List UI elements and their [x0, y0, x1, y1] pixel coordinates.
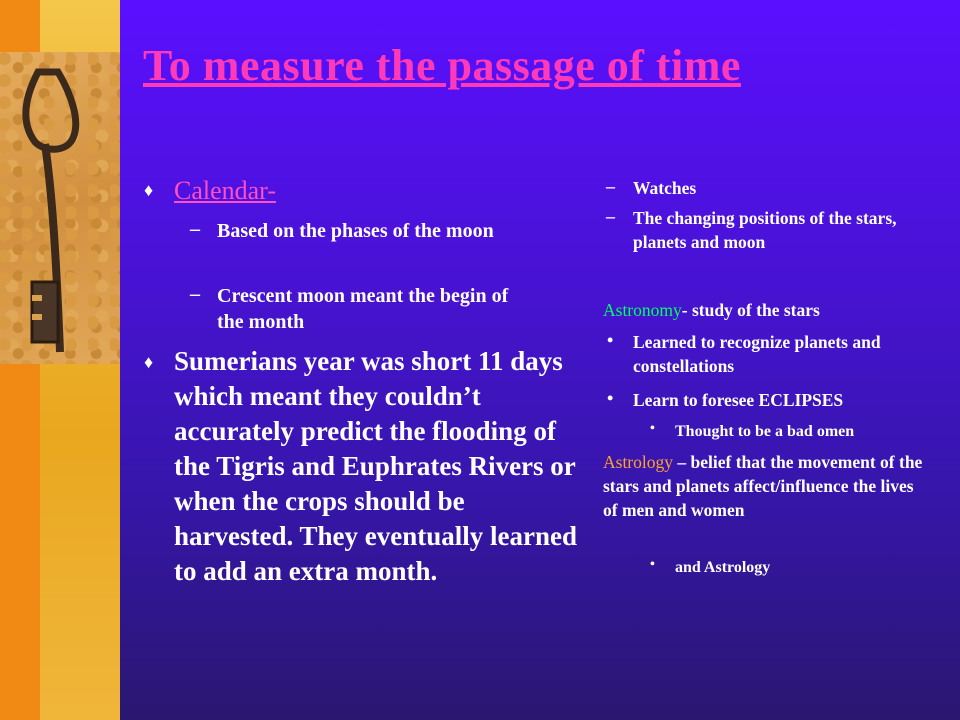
bullet-icon: •: [650, 421, 655, 436]
bullet-icon: •: [607, 330, 614, 350]
key-image: [0, 52, 120, 364]
astronomy-definition: - study of the stars: [681, 300, 820, 320]
bullet-icon: •: [607, 388, 614, 408]
astronomy-bullet-1: Learned to recognize planets and constellations: [633, 332, 881, 376]
astronomy-term: Astronomy: [603, 300, 682, 320]
astrology-definition: – belief that the movement of the stars and planets affect/influence the lives of men and women: [603, 452, 923, 520]
sumerians-text: Sumerians year was short 11 days which meant they couldn’t accurately predict the flooding of the Tigris and Euphrates Rivers or when the crops should be harvested. They eventually learned to add an extra month.: [174, 346, 577, 586]
page-title: To measure the passage of time: [143, 41, 741, 90]
dash-icon: –: [190, 283, 200, 305]
astrology-term: Astrology: [603, 452, 673, 472]
bullet-icon: •: [650, 557, 655, 572]
astronomy-bullet-2: Learn to foresee ECLIPSES: [633, 390, 844, 410]
calendar-item-1: Based on the phases of the moon: [217, 220, 494, 242]
astronomy-sub-bullet: Thought to be a bad omen: [675, 423, 855, 440]
dash-icon: –: [606, 206, 615, 226]
astrology-paragraph: [603, 450, 923, 522]
dash-icon: –: [606, 176, 615, 196]
astrology-sub-bullet: and Astrology: [675, 559, 771, 576]
watches-item: Watches: [633, 178, 697, 198]
diamond-bullet-icon: ♦: [144, 180, 154, 200]
astronomy-line: [603, 298, 948, 322]
calendar-link[interactable]: Calendar-: [174, 176, 276, 205]
changing-positions-item: The changing positions of the stars, planets and moon: [633, 208, 897, 252]
diamond-bullet-icon: ♦: [144, 352, 154, 372]
dash-icon: –: [190, 218, 200, 240]
calendar-item-2: Crescent moon meant the begin of the month: [217, 285, 509, 333]
